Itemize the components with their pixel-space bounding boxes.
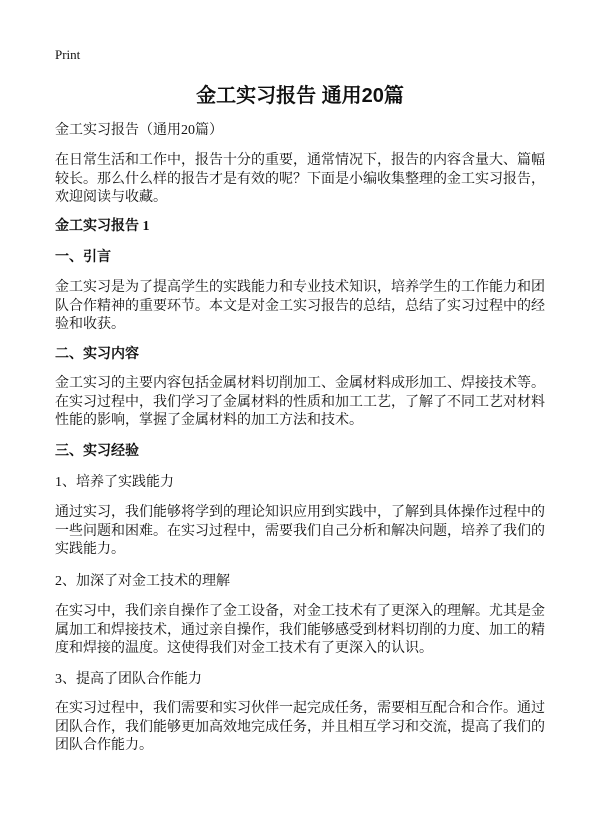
page-title: 金工实习报告 通用20篇 bbox=[196, 85, 404, 107]
section-heading-intro: 一、引言 bbox=[55, 250, 111, 265]
section-text-content: 金工实习的主要内容包括金属材料切削加工、金属材料成形加工、焊接技术等。在实习过程中，我们学习了金属材料的性质和加工工艺，了解了不同工艺对材料性能的影响，掌握了金属材料的加工方法和技术。 bbox=[55, 376, 545, 428]
point-heading-3: 3、提高了团队合作能力 bbox=[55, 672, 202, 687]
section-heading-content: 二、实习内容 bbox=[55, 347, 139, 362]
section-text-intro: 金工实习是为了提高学生的实践能力和专业技术知识，培养学生的工作能力和团队合作精神的重要环节。本文是对金工实习报告的总结，总结了实习过程中的经验和收获。 bbox=[55, 280, 545, 332]
point-heading-1: 1、培养了实践能力 bbox=[55, 475, 174, 490]
point-heading-2: 2、加深了对金工技术的理解 bbox=[55, 574, 230, 589]
intro-paragraph: 在日常生活和工作中，报告十分的重要，通常情况下，报告的内容含量大、篇幅较长。那么什么样的报告才是有效的呢？下面是小编收集整理的金工实习报告，欢迎阅读与收藏。 bbox=[55, 153, 545, 205]
report-heading: 金工实习报告 1 bbox=[55, 219, 150, 234]
section-heading-experience: 三、实习经验 bbox=[55, 444, 139, 459]
subtitle: 金工实习报告（通用20篇） bbox=[55, 123, 223, 138]
point-text-1: 通过实习，我们能够将学到的理论知识应用到实践中，了解到具体操作过程中的一些问题和困难。在实习过程中，需要我们自己分析和解决问题，培养了我们的实践能力。 bbox=[55, 505, 545, 557]
print-link[interactable]: Print bbox=[55, 47, 81, 62]
point-text-3: 在实习过程中，我们需要和实习伙伴一起完成任务，需要相互配合和合作。通过团队合作，我们能够更加高效地完成任务，并且相互学习和交流，提高了我们的团队合作能力。 bbox=[55, 701, 545, 753]
point-text-2: 在实习中，我们亲自操作了金工设备，对金工技术有了更深入的理解。尤其是金属加工和焊接技术，通过亲自操作，我们能够感受到材料切削的力度、加工的精度和焊接的温度。这使得我们对金工技术有了更深入的认识。 bbox=[55, 604, 545, 656]
